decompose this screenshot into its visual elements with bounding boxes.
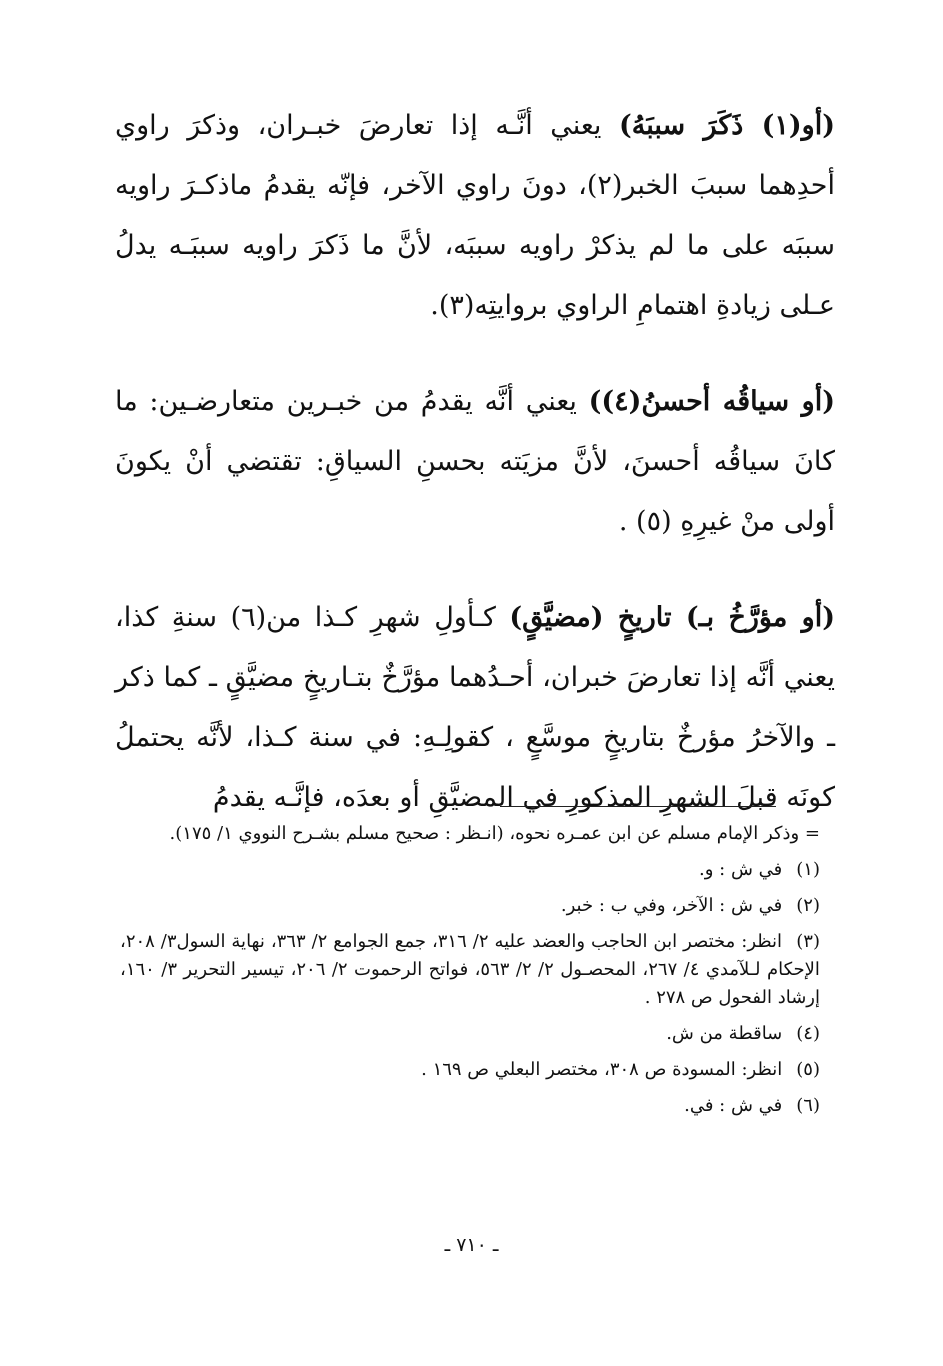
footnote-item bbox=[120, 892, 820, 920]
paragraph-context bbox=[115, 372, 835, 552]
commentary-context: يعني أنَّه يقدمُ من خبـرين متعارضـين: ما كانَ سياقُه أحسنَ، لأنَّ مزيَته بحسنِ السياقِ: تقتضي أنْ يكونَ أولى منْ غيرِهِ (٥) . bbox=[115, 386, 835, 537]
footnote-item bbox=[120, 856, 820, 884]
footnote-text: في ش : الآخر، وفي ب : خبر. bbox=[560, 895, 783, 916]
footnote-text: في ش : في. bbox=[684, 1095, 783, 1116]
footnote-number: (٥) bbox=[796, 1059, 820, 1080]
page-number: ـ ٧١٠ ـ bbox=[444, 1234, 499, 1256]
commentary-dated: كـأولِ شهرِ كـذا من(٦) سنةِ كذا، يعني أنَّه إذا تعارضَ خبران، أحـدُهما مؤرَّخٌ بتـاريخٍ مضيَّقٍ ـ كما ذكر ـ والآخرُ مؤرخٌ بتاريخٍ موسَّعٍ ، كقولِـهِ: في سنة كـذا، لأنَّه يحتملُ كونَه قبلَ الشهرِ المذكورِ في المضيَّقِ أو بعدَه، فإنَّـه يقدمُ bbox=[115, 602, 835, 813]
footnote-item bbox=[120, 1020, 820, 1048]
matn-phrase-context: (أو سياقُه أحسنُ(٤)) bbox=[588, 386, 835, 417]
paragraph-dated bbox=[115, 588, 835, 828]
footnotes bbox=[120, 820, 820, 1128]
footnote-number: (١) bbox=[796, 859, 820, 880]
footnote-item bbox=[120, 1092, 820, 1120]
matn-phrase-cause: (أو(١) ذَكَرَ سببَهُ) bbox=[618, 110, 835, 141]
footnote-number: (٣) bbox=[796, 931, 820, 952]
footnote-number: (٢) bbox=[796, 895, 820, 916]
footnote-continuation: = وذكر الإمام مسلم عن ابن عمـره نحوه، (انـظر : صحيح مسلم بشـرح النووي ١/ ١٧٥). bbox=[169, 823, 820, 844]
footnote-text: انظر: المسودة ص ٣٠٨، مختصر البعلي ص ١٦٩ . bbox=[421, 1059, 783, 1080]
commentary-cause: يعني أنَّـه إذا تعارضَ خبـران، وذكرَ راوي أحدِهما سببَ الخبر(٢)، دونَ راوي الآخر، فإنّه يقدمُ ماذكـرَ راويه سببَه على ما لم يذكرْ راويه سببَه، لأنَّ ما ذَكرَ راويه سببَـه يدلُ عـلى زيادةِ اهتمامِ الراوي بروايتِه(٣). bbox=[115, 110, 835, 321]
footnote-text: انظر: مختصر ابن الحاجب والعضد عليه ٢/ ٣١٦، جمع الجوامع ٢/ ٣٦٣، نهاية السول٣/ ٢٠٨، الإحكام لـلآمدي ٤/ ٢٦٧، المحصـول ٢/ ٢/ ٥٦٣، فواتح الرحموت ٢/ ٢٠٦، تيسير التحرير ٣/ ١٦٠، إرشاد الفحول ص ٢٧٨ . bbox=[120, 931, 820, 1008]
footnote-text: ساقطة من ش. bbox=[666, 1023, 783, 1044]
footnote-number: (٦) bbox=[796, 1095, 820, 1116]
footnote-item bbox=[120, 928, 820, 1012]
footnote-text: في ش : و. bbox=[699, 859, 783, 880]
matn-phrase-dated: (أو مؤرَّخُ بـ) تاريخٍ (مضيَّقٍ) bbox=[509, 602, 836, 633]
main-text bbox=[115, 96, 835, 828]
footnote-number: (٤) bbox=[796, 1023, 820, 1044]
footnote-item bbox=[120, 1056, 820, 1084]
paragraph-cause bbox=[115, 96, 835, 336]
footnote-separator bbox=[500, 806, 776, 807]
